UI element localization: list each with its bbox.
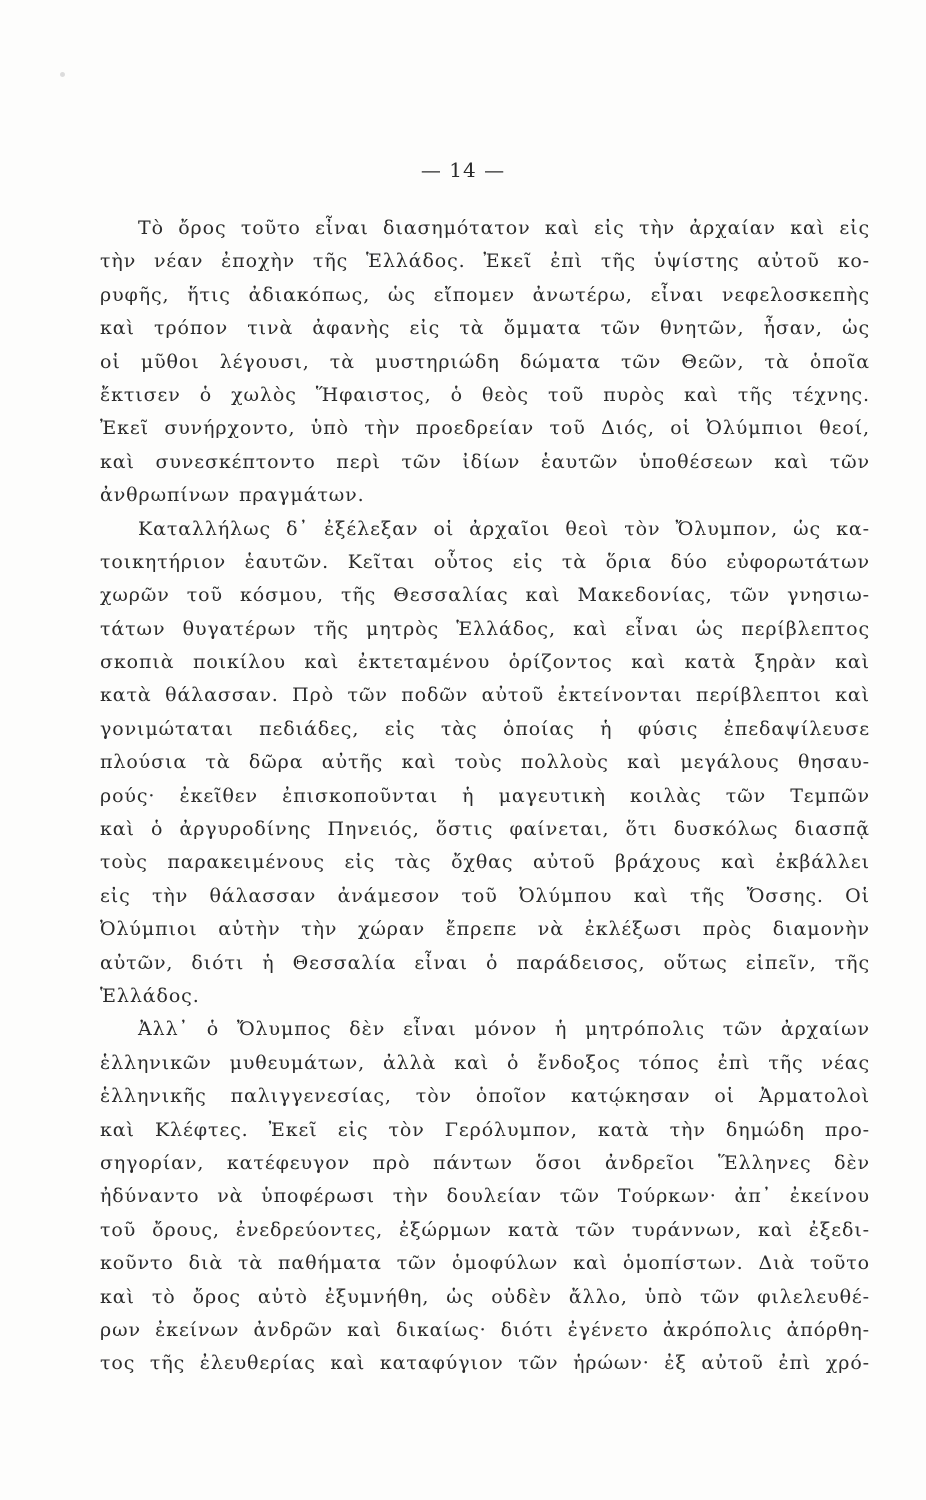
paper-speck (60, 72, 65, 77)
text-line: Ἀλλ᾽ ὁ Ὄλυμπος δὲν εἶναι μόνον ἡ μητρόπολις τῶν ἀρχαίων (138, 1018, 870, 1041)
text-line: ἑλληνικῶν μυθευμάτων, ἀλλὰ καὶ ὁ ἔνδοξος τόπος ἐπὶ τῆς νέας (100, 1051, 870, 1074)
text-line: ρούς· ἐκεῖθεν ἐπισκοποῦνται ἡ μαγευτικὴ κοιλὰς τῶν Τεμπῶν (100, 784, 870, 807)
text-line: εἰς τὴν θάλασσαν ἀνάμεσον τοῦ Ὀλύμπου καὶ τῆς Ὄσσης. Οἱ (100, 884, 870, 907)
text-line: καὶ τρόπον τινὰ ἀφανὴς εἰς τὰ ὄμματα τῶν θνητῶν, ἦσαν, ὡς (100, 317, 870, 340)
text-line: τὴν νέαν ἐποχὴν τῆς Ἑλλάδος. Ἐκεῖ ἐπὶ τῆς ὑψίστης αὐτοῦ κο- (100, 250, 870, 273)
text-line: τοῦ ὄρους, ἐνεδρεύοντες, ἐξώρμων κατὰ τῶν τυράννων, καὶ ἐξεδι- (100, 1218, 870, 1241)
page-number: — 14 — (420, 158, 506, 182)
text-line: ἀνθρωπίνων πραγμάτων. (100, 484, 365, 507)
text-line: γονιμώταται πεδιάδες, εἰς τὰς ὁποίας ἡ φύσις ἐπεδαψίλευσε (100, 717, 870, 740)
text-line: Καταλλήλως δ᾽ ἐξέλεξαν οἱ ἀρχαῖοι θεοὶ τὸν Ὄλυμπον, ὡς κα- (138, 517, 870, 540)
text-line: κοῦντο διὰ τὰ παθήματα τῶν ὁμοφύλων καὶ ὁμοπίστων. Διὰ τοῦτο (100, 1252, 870, 1275)
text-line: σηγορίαν, κατέφευγον πρὸ πάντων ὅσοι ἀνδρεῖοι Ἕλληνες δὲν (100, 1151, 870, 1174)
text-line: καὶ Κλέφτες. Ἐκεῖ εἰς τὸν Γερόλυμπον, κατὰ τὴν δημώδη προ- (100, 1118, 870, 1141)
text-line: Ὀλύμπιοι αὐτὴν τὴν χώραν ἔπρεπε νὰ ἐκλέξωσι πρὸς διαμονὴν (100, 918, 870, 941)
text-line: ἑλληνικῆς παλιγγενεσίας, τὸν ὁποῖον κατῴκησαν οἱ Ἀρματολοὶ (100, 1085, 870, 1108)
text-line: κατὰ θάλασσαν. Πρὸ τῶν ποδῶν αὐτοῦ ἐκτείνονται περίβλεπτοι καὶ (100, 684, 870, 707)
text-line: Ἑλλάδος. (100, 984, 200, 1007)
text-line: τοικητήριον ἑαυτῶν. Κεῖται οὗτος εἰς τὰ ὅρια δύο εὐφορωτάτων (100, 550, 870, 573)
text-line: Ἐκεῖ συνήρχοντο, ὑπὸ τὴν προεδρείαν τοῦ Διός, οἱ Ὀλύμπιοι θεοί, (100, 417, 870, 440)
text-line: ἠδύναντο νὰ ὑποφέρωσι τὴν δουλείαν τῶν Τούρκων· ἀπ᾽ ἐκείνου (100, 1185, 870, 1208)
text-line: τάτων θυγατέρων τῆς μητρὸς Ἑλλάδος, καὶ εἶναι ὡς περίβλεπτος (100, 617, 870, 640)
text-line: τοὺς παρακειμένους εἰς τὰς ὄχθας αὐτοῦ βράχους καὶ ἐκβάλλει (100, 851, 870, 874)
text-line: χωρῶν τοῦ κόσμου, τῆς Θεσσαλίας καὶ Μακεδονίας, τῶν γνησιω- (100, 584, 870, 607)
text-line: ἔκτισεν ὁ χωλὸς Ἥφαιστος, ὁ θεὸς τοῦ πυρὸς καὶ τῆς τέχνης. (100, 383, 870, 406)
body-text (100, 212, 870, 1381)
text-line: αὐτῶν, διότι ἡ Θεσσαλία εἶναι ὁ παράδεισος, οὕτως εἰπεῖν, τῆς (100, 951, 870, 974)
text-line: καὶ συνεσκέπτοντο περὶ τῶν ἰδίων ἑαυτῶν ὑποθέσεων καὶ τῶν (100, 450, 870, 473)
text-line: τος τῆς ἐλευθερίας καὶ καταφύγιον τῶν ἡρώων· ἐξ αὐτοῦ ἐπὶ χρό- (100, 1352, 870, 1375)
text-line: καὶ τὸ ὄρος αὐτὸ ἐξυμνήθη, ὡς οὐδὲν ἄλλο, ὑπὸ τῶν φιλελευθέ- (100, 1285, 870, 1308)
text-line: καὶ ὁ ἀργυροδίνης Πηνειός, ὅστις φαίνεται, ὅτι δυσκόλως διασπᾷ (100, 818, 870, 841)
text-line: σκοπιὰ ποικίλου καὶ ἐκτεταμένου ὁρίζοντος καὶ κατὰ ξηρὰν καὶ (100, 651, 870, 674)
text-line: πλούσια τὰ δῶρα αὐτῆς καὶ τοὺς πολλοὺς καὶ μεγάλους θησαυ- (100, 751, 870, 774)
text-line: οἱ μῦθοι λέγουσι, τὰ μυστηριώδη δώματα τῶν Θεῶν, τὰ ὁποῖα (100, 350, 870, 373)
text-line: ρων ἐκείνων ἀνδρῶν καὶ δικαίως· διότι ἐγένετο ἀκρόπολις ἀπόρθη- (100, 1318, 870, 1341)
text-line: ρυφῆς, ἥτις ἀδιακόπως, ὡς εἴπομεν ἀνωτέρω, εἶναι νεφελοσκεπὴς (100, 283, 870, 306)
text-line: Τὸ ὄρος τοῦτο εἶναι διασημότατον καὶ εἰς τὴν ἀρχαίαν καὶ εἰς (138, 217, 870, 239)
